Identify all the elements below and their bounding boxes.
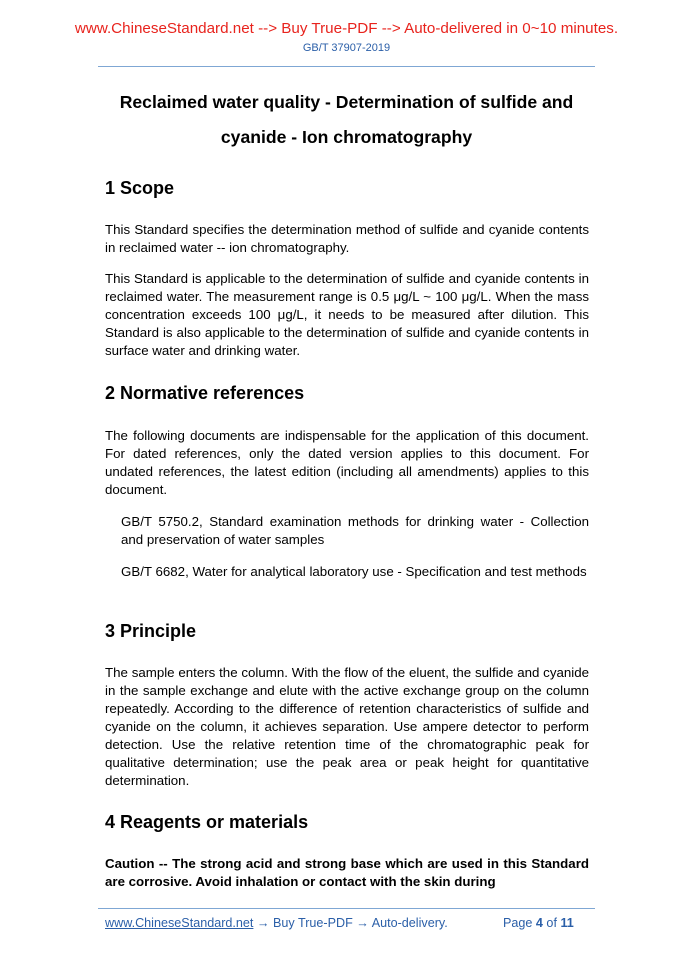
reference-item: GB/T 5750.2, Standard examination methods for drinking water - Collection and preservation of water samples	[121, 514, 589, 547]
total-pages: 11	[560, 916, 574, 930]
section-heading-principle: 3 Principle	[105, 621, 197, 641]
banner-text: www.ChineseStandard.net --> Buy True-PDF --> Auto-delivered in 0~10 minutes.	[74, 20, 619, 37]
footer-tagline: → Buy True-PDF → Auto-delivery.	[253, 916, 448, 930]
page-number: 4	[535, 916, 543, 930]
scope-paragraph-1: This Standard specifies the determination method of sulfide and cyanide contents in reclaimed water -- ion chromatography.	[105, 222, 589, 255]
document-title-line2: cyanide - Ion chromatography	[220, 127, 473, 147]
footer-divider	[98, 908, 595, 909]
section-heading-scope: 1 Scope	[105, 178, 175, 198]
section-heading-reagents: 4 Reagents or materials	[105, 812, 309, 832]
section-heading-normative-references: 2 Normative references	[105, 383, 305, 403]
of-label: of	[542, 916, 561, 930]
page-label: Page	[503, 916, 536, 930]
page-indicator	[503, 916, 574, 930]
normative-references-paragraph: The following documents are indispensable for the application of this document. For dated references, only the dated version applies to this document. For undated references, the latest edition (including all amendments) applies to this document.	[105, 428, 589, 497]
document-title-line1: Reclaimed water quality - Determination of sulfide and	[119, 92, 574, 112]
footer-left	[105, 916, 448, 930]
standard-code: GB/T 37907-2019	[302, 42, 391, 54]
footer-site-link[interactable]: www.ChineseStandard.net	[105, 916, 254, 930]
principle-paragraph: The sample enters the column. With the flow of the eluent, the sulfide and cyanide in the sample exchange and elute with the active exchange group on the column repeatedly. According to the difference of retention characteristics of sulfide and cyanide on the column, it achieves separation. Use ampere detector to perform detection. Use the relative retention time of the chromatographic peak for qualitative determination; use the peak area or peak height for quantitative determination.	[105, 665, 589, 788]
reference-item: GB/T 6682, Water for analytical laboratory use - Specification and test methods	[121, 564, 587, 579]
caution-paragraph: Caution -- The strong acid and strong base which are used in this Standard are corrosive. Avoid inhalation or contact with the skin during	[105, 856, 589, 889]
scope-paragraph-2: This Standard is applicable to the determination of sulfide and cyanide contents in reclaimed water. The measurement range is 0.5 μg/L ~ 100 μg/L. When the mass concentration exceeds 100 μg/L, it needs to be measured after dilution. This Standard is also applicable to the determination of sulfide and cyanide contents in surface water and drinking water.	[105, 271, 589, 358]
header-divider	[98, 66, 595, 67]
